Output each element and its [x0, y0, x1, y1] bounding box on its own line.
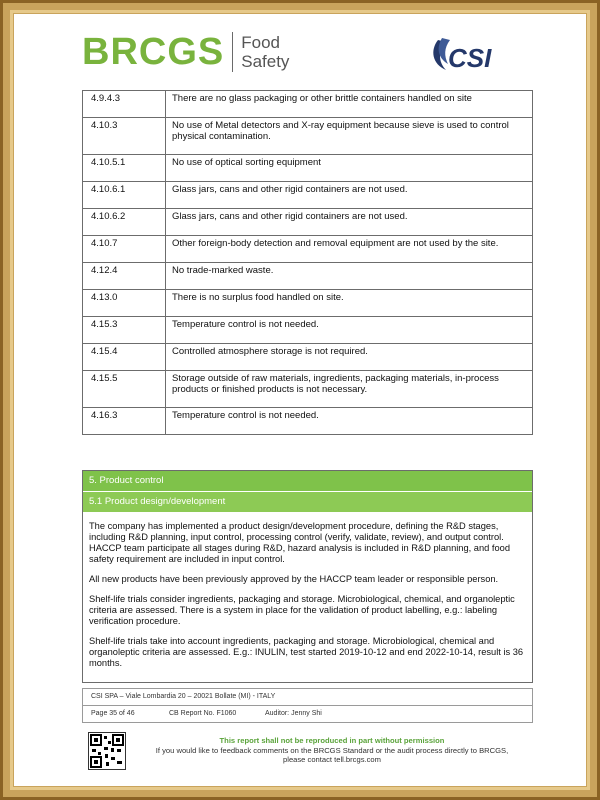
requirement-code: 4.12.4 [83, 263, 166, 290]
subsection-title-bar: 5.1 Product design/development [83, 492, 532, 513]
requirement-code: 4.10.7 [83, 236, 166, 263]
notice-feedback: If you would like to feedback comments on the BRCGS Standard or the audit process directly to BRCGS, [155, 745, 509, 755]
table-row [83, 344, 533, 371]
footer-meta-row [83, 706, 532, 722]
brcgs-sub-safety: Safety [241, 52, 290, 71]
section-title-bar: 5. Product control [83, 471, 532, 492]
requirement-justification: Controlled atmosphere storage is not required. [166, 344, 533, 371]
requirement-justification: Storage outside of raw materials, ingredients, packaging materials, in-process products or finished products is not necessary. [166, 371, 533, 408]
requirement-justification: Temperature control is not needed. [166, 408, 533, 435]
brcgs-logo-word: BRCGS [82, 30, 225, 73]
table-row [83, 91, 533, 118]
footer-auditor: Auditor: Jenny Shi [265, 710, 322, 717]
table-row [83, 263, 533, 290]
requirement-justification: No use of Metal detectors and X-ray equipment because sieve is used to control physical contamination. [166, 118, 533, 155]
paragraph-shelf-life-2: Shelf-life trials take into account ingredients, packaging and storage. Microbiological, chemical and organoleptic criteria are assessed. E.g.: INULIN, test started 2019-10-12 and end 2022-10-14, result is 36 months. [89, 636, 524, 668]
requirement-justification: There is no surplus food handled on site. [166, 290, 533, 317]
requirement-justification: Other foreign-body detection and removal equipment are not used by the site. [166, 236, 533, 263]
footer-report-number: CB Report No. F1060 [169, 710, 237, 717]
requirement-justification: Temperature control is not needed. [166, 317, 533, 344]
table-row [83, 155, 533, 182]
requirement-code: 4.16.3 [83, 408, 166, 435]
requirement-code: 4.10.6.1 [83, 182, 166, 209]
requirement-justification: Glass jars, cans and other rigid containers are not used. [166, 209, 533, 236]
requirement-code: 4.10.3 [83, 118, 166, 155]
requirement-code: 4.9.4.3 [83, 91, 166, 118]
table-row [83, 290, 533, 317]
paragraph-shelf-life-1: Shelf-life trials consider ingredients, packaging and storage. Microbiological, chemical, and organoleptic criteria are assessed. There is a system in place for the validation of product labelling, e.g.: labeling verification procedure. [89, 594, 515, 626]
requirement-code: 4.15.5 [83, 371, 166, 408]
brcgs-logo-subtitle [241, 33, 289, 71]
requirement-justification: There are no glass packaging or other brittle containers handled on site [166, 91, 533, 118]
table-row [83, 408, 533, 435]
table-row [83, 371, 533, 408]
csi-logo-text: CSI [448, 43, 492, 73]
requirement-code: 4.15.3 [83, 317, 166, 344]
brcgs-logo [82, 28, 289, 76]
csi-logo [428, 34, 518, 74]
table-row [83, 182, 533, 209]
requirement-code: 4.10.5.1 [83, 155, 166, 182]
table-row [83, 317, 533, 344]
logo-divider [232, 32, 233, 72]
table-row [83, 118, 533, 155]
notice-contact: please contact tell.brcgs.com [283, 755, 381, 764]
section-body [83, 513, 532, 669]
requirement-code: 4.13.0 [83, 290, 166, 317]
requirement-code: 4.15.4 [83, 344, 166, 371]
paragraph-rd-procedure: The company has implemented a product design/development procedure, defining the R&D stages, including R&D planning, input control, processing control (verify, validate, review), and output control. HACCP team participate all stages during R&D, hazard analysis is included in R&D planning, and food safety requirement are included in input control. [89, 521, 510, 564]
report-footer [82, 688, 533, 723]
requirement-code: 4.10.6.2 [83, 209, 166, 236]
requirement-justification: No use of optical sorting equipment [166, 155, 533, 182]
table-row [83, 209, 533, 236]
notice-warning: This report shall not be reproduced in part without permission [219, 736, 445, 745]
paragraph-approval: All new products have been previously approved by the HACCP team leader or responsible person. [89, 574, 499, 584]
requirement-justification: No trade-marked waste. [166, 263, 533, 290]
footer-address: CSI SPA – Viale Lombardia 20 – 20021 Bollate (MI) - ITALY [83, 689, 532, 706]
brcgs-sub-food: Food [241, 33, 280, 52]
qr-code-icon [88, 732, 126, 770]
footer-page-number: Page 35 of 46 [91, 710, 135, 717]
product-control-section [82, 470, 533, 683]
table-row [83, 236, 533, 263]
requirements-table [82, 90, 533, 435]
reproduction-notice [132, 736, 532, 765]
requirement-justification: Glass jars, cans and other rigid containers are not used. [166, 182, 533, 209]
